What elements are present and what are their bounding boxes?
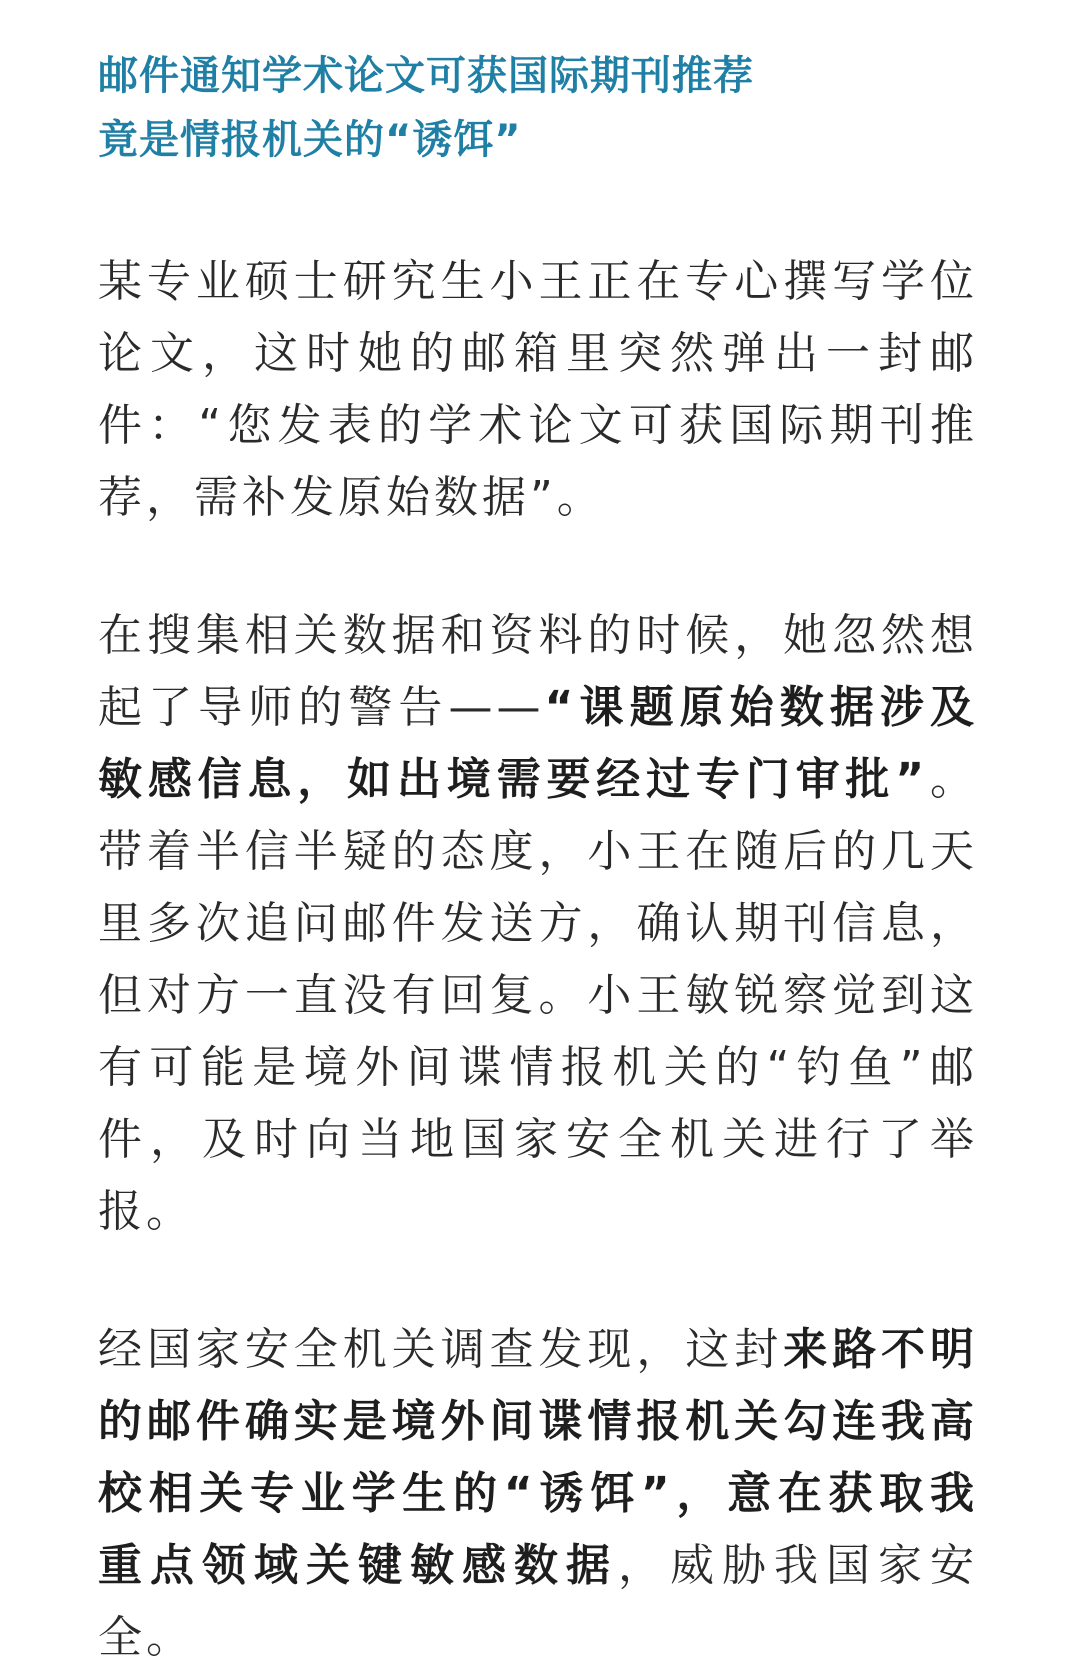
paragraph-3-rest: ，威胁我国家安全。 <box>98 1540 978 1663</box>
paragraph-2-emphasis: “课题原始数据涉及敏感信息，如出境需要经过专门审批” <box>98 682 979 805</box>
paragraph-1-text: 某专业硕士研究生小王正在专心撰写学位论文，这时她的邮箱里突然弹出一封邮件：“您发表的学术论文可获国际期刊推荐，需补发原始数据”。 <box>98 256 978 523</box>
headline-line-2: 竟是情报机关的“诱饵” <box>98 117 522 163</box>
paragraph-1 <box>98 246 978 534</box>
article <box>98 44 978 1674</box>
paragraph-2-rest: 。带着半信半疑的态度，小王在随后的几天里多次追问邮件发送方，确认期刊信息，但对方一直没有回复。小王敏锐察觉到这有可能是境外间谍情报机关的“钓鱼”邮件，及时向当地国家安全机关进行了举报。 <box>98 754 978 1237</box>
paragraph-3 <box>98 1314 978 1674</box>
paragraph-3-lead: 经国家安全机关调查发现，这封 <box>98 1324 784 1375</box>
paragraph-2 <box>98 600 978 1248</box>
headline-line-1: 邮件通知学术论文可获国际期刊推荐 <box>98 53 754 99</box>
paragraph-2-lead: 在搜集相关数据和资料的时候，她忽然想起了导师的警告—— <box>98 610 978 733</box>
paragraph-3-emphasis: 来路不明的邮件确实是境外间谍情报机关勾连我高校相关专业学生的“诱饵”，意在获取我重点领域关键敏感数据 <box>98 1324 979 1591</box>
article-headline <box>98 44 978 172</box>
